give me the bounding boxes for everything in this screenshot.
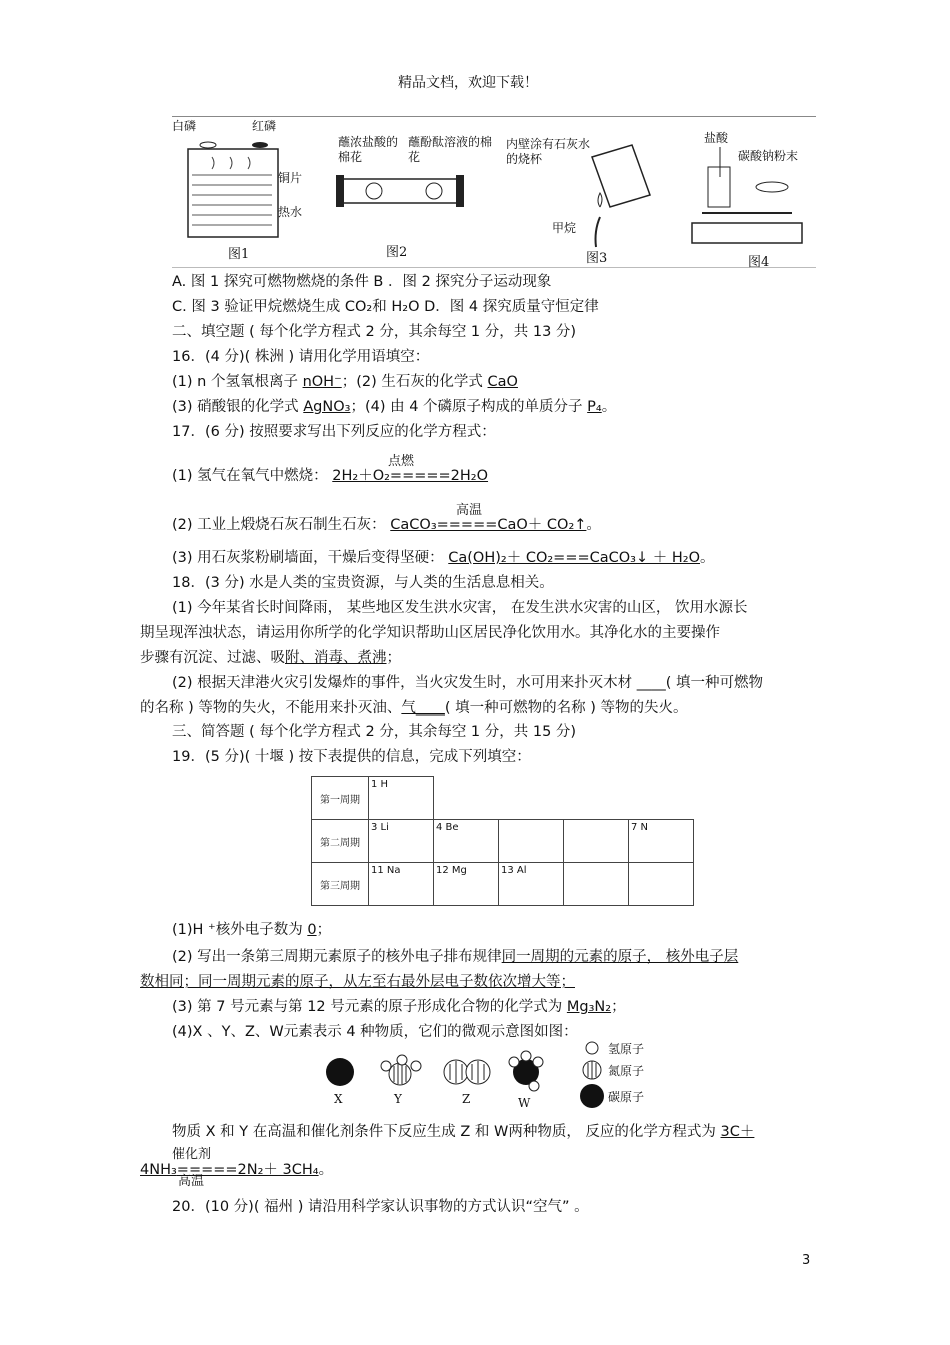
q16-3-answer: AgNO₃ — [303, 399, 351, 415]
q18-1-end: ； — [386, 650, 401, 666]
fig4-label-hcl: 盐酸 — [704, 131, 729, 145]
q20-title: 20．(10 分)( 福州 ) 请沿用科学家认识事物的方式认识“空气” 。 — [172, 1199, 589, 1215]
fig1-label-water: 热水 — [278, 205, 303, 219]
q17-1-answer: 2H₂＋O₂=====2H₂O — [332, 468, 489, 484]
q19-3-line — [172, 995, 626, 1016]
element-cell: 3 Li — [369, 820, 434, 863]
legend-hydrogen: 氢原子 — [608, 1042, 645, 1056]
element-cell: 1 H — [369, 777, 434, 820]
q19-4-text — [172, 1120, 754, 1141]
q16-4-text: ；(4) 由 4 个磷原子构成的单质分子 — [350, 399, 588, 415]
q18-2-note: ( 填一种可燃物 — [665, 675, 764, 691]
fig4-label-na2co3: 碳酸钠粉末 — [738, 149, 799, 163]
q19-4-answer-line — [140, 1158, 333, 1179]
period-2-row — [312, 820, 694, 863]
element-cell-empty — [564, 863, 629, 906]
q19-4-line: (4)X 、Y、Z、W元素表示 4 种物质，它们的微观示意图如图： — [172, 1024, 578, 1040]
q19-2-line1 — [172, 945, 738, 966]
q19-4-answer-rest: =====2N₂＋ 3CH₄ — [176, 1162, 319, 1178]
q18-2-text: (2) 根据天津港火灾引发爆炸的事件，当火灾发生时，水可用来扑灭木材 — [172, 675, 637, 691]
element-cell-empty — [499, 820, 564, 863]
molecule-diagram — [324, 1040, 656, 1110]
q18-1-line2: 期呈现浑浊状态，请运用你所学的化学知识帮助山区居民净化饮用水。其净化水的主要操作 — [140, 625, 720, 641]
section-2-title: 二、填空题 ( 每个化学方程式 2 分，其余每空 1 分，共 13 分) — [172, 324, 577, 340]
q18-1-line1: (1) 今年某省长时间降雨， 某些地区发生洪水灾害， 在发生洪水灾害的山区， 饮用水源长 — [172, 600, 748, 616]
q16-3-text: (3) 硝酸银的化学式 — [172, 399, 304, 415]
q17-2-end: 。 — [586, 517, 601, 533]
q18-2-text2: 的名称 ) 等物的失火，不能用来扑灭油、 — [140, 700, 402, 716]
molecule-label-x: X — [334, 1092, 343, 1106]
q16-4-end: 。 — [601, 399, 617, 415]
q17-3-end: 。 — [699, 550, 715, 566]
q19-4-question: 物质 X 和 Y 在高温和催化剂条件下反应生成 Z 和 W两种物质， 反应的化学方程式为 — [172, 1124, 721, 1140]
q17-2-condition: 高温 — [456, 503, 483, 518]
q19-1-answer: 0 — [307, 922, 317, 938]
q16-line1 — [172, 370, 518, 391]
fig2-caption: 图2 — [386, 245, 408, 260]
page-header: 精品文档，欢迎下载！ — [398, 75, 538, 91]
page-number: 3 — [802, 1253, 811, 1268]
element-cell-empty — [629, 863, 694, 906]
q19-title: 19．(5 分)( 十堰 ) 按下表提供的信息，完成下列填空： — [172, 749, 531, 765]
q19-2-answer: 同一周期的元素的原子， 核外电子层 — [501, 949, 739, 965]
q16-line2 — [172, 395, 616, 416]
molecule-label-z: Z — [462, 1092, 471, 1106]
q16-2-text: ；(2) 生石灰的化学式 — [341, 374, 488, 390]
q16-2-answer: CaO — [487, 374, 518, 390]
molecule-drawing — [324, 1040, 656, 1110]
q16-title: 16．(4 分)( 株洲 ) 请用化学用语填空： — [172, 349, 430, 365]
fig3-label-methane: 甲烷 — [552, 221, 577, 235]
q19-1-end: ； — [316, 922, 332, 938]
q18-2-note2: ( 填一种可燃物的名称 ) 等物的失火。 — [444, 700, 688, 716]
q17-title: 17．(6 分) 按照要求写出下列反应的化学方程式： — [172, 424, 496, 440]
q17-1-text: (1) 氢气在氧气中燃烧： — [172, 468, 333, 484]
q16-4-answer: P₄ — [587, 399, 602, 415]
fig1-caption: 图1 — [228, 247, 250, 262]
q17-2-text: (2) 工业上煅烧石灰石制生石灰： — [172, 517, 391, 533]
fig1-label-copper: 铜片 — [278, 171, 303, 185]
q17-line2 — [172, 513, 601, 534]
option-a-b: A. 图 1 探究可燃物燃烧的条件 B ．图 2 探究分子运动现象 — [172, 274, 552, 290]
q17-2-answer: CaCO₃=====CaO＋ CO₂↑ — [390, 517, 587, 533]
fig1-label-white-p: 白磷 — [172, 119, 197, 133]
element-cell: 4 Be — [434, 820, 499, 863]
period-3-row — [312, 863, 694, 906]
period-label: 第三周期 — [312, 863, 369, 906]
fig4-caption: 图4 — [748, 255, 770, 270]
q17-3-answer: Ca(OH)₂＋ CO₂===CaCO₃↓ ＋ H₂O — [448, 550, 700, 566]
legend-nitrogen: 氮原子 — [608, 1064, 645, 1078]
q18-2-line2 — [140, 696, 688, 717]
period-label: 第二周期 — [312, 820, 369, 863]
fig1-label-red-p: 红磷 — [252, 119, 277, 133]
q19-3-text: (3) 第 7 号元素与第 12 号元素的原子形成化合物的化学式为 — [172, 999, 567, 1015]
section-3-title: 三、简答题 ( 每个化学方程式 2 分，其余每空 1 分，共 15 分) — [172, 724, 577, 740]
molecule-label-y: Y — [394, 1092, 402, 1106]
experiment-figures — [172, 116, 816, 268]
periodic-table — [311, 776, 694, 906]
element-cell: 7 N — [629, 820, 694, 863]
q19-1-text: (1)H ⁺核外电子数为 — [172, 922, 308, 938]
q19-2-text: (2) 写出一条第三周期元素原子的核外电子排布规律 — [172, 949, 502, 965]
q19-3-answer: Mg₃N₂ — [566, 999, 612, 1015]
fig3-caption: 图3 — [586, 251, 608, 266]
q19-4-answer-nh3: 4NH₃ — [140, 1162, 177, 1178]
option-c-d: C. 图 3 验证甲烷燃烧生成 CO₂和 H₂O D．图 4 探究质量守恒定律 — [172, 299, 599, 315]
period-label: 第一周期 — [312, 777, 369, 820]
q18-1-answer: 附、消毒、煮沸 — [285, 650, 387, 666]
q19-4-end: 。 — [318, 1162, 334, 1178]
fig3-label-cup: 内壁涂有石灰水的烧杯 — [506, 137, 591, 166]
q19-2-line2: 数相同；同一周期元素的原子，从左至右最外层电子数依次增大等； — [140, 974, 575, 990]
molecule-label-w: W — [518, 1096, 531, 1110]
q18-2-answer: 气____ — [401, 700, 445, 716]
fig2-label-hcl: 蘸浓盐酸的棉花 — [338, 135, 399, 164]
q19-3-end: ； — [611, 999, 626, 1015]
q19-4-condition: 高温 — [178, 1174, 205, 1189]
element-cell: 13 Al — [499, 863, 564, 906]
q17-1-condition: 点燃 — [388, 454, 415, 469]
q18-2-line1 — [172, 671, 763, 692]
q17-3-text: (3) 用石灰浆粉刷墙面，干燥后变得坚硬： — [172, 550, 449, 566]
q19-1-line — [172, 918, 331, 939]
element-cell-empty — [564, 820, 629, 863]
element-cell: 12 Mg — [434, 863, 499, 906]
q17-line1 — [172, 464, 488, 485]
q18-1-line3 — [140, 646, 401, 667]
q19-4-answer-start: 3C＋ — [720, 1124, 755, 1140]
period-1-row — [312, 777, 694, 820]
fig2-label-phenol: 蘸酚酞溶液的棉花 — [408, 135, 493, 164]
q19-4-catalyst: 催化剂 — [172, 1147, 212, 1162]
element-cell: 11 Na — [369, 863, 434, 906]
q18-1-text: 步骤有沉淀、过滤、吸 — [140, 650, 285, 666]
q18-2-blank: ____ — [636, 675, 666, 691]
q18-title: 18．(3 分) 水是人类的宝贵资源，与人类的生活息息相关。 — [172, 575, 554, 591]
q17-line3 — [172, 546, 714, 567]
q16-1-answer: nOH⁻ — [302, 374, 342, 390]
legend-carbon: 碳原子 — [608, 1090, 645, 1104]
q16-1-text: (1) n 个氢氧根离子 — [172, 374, 303, 390]
